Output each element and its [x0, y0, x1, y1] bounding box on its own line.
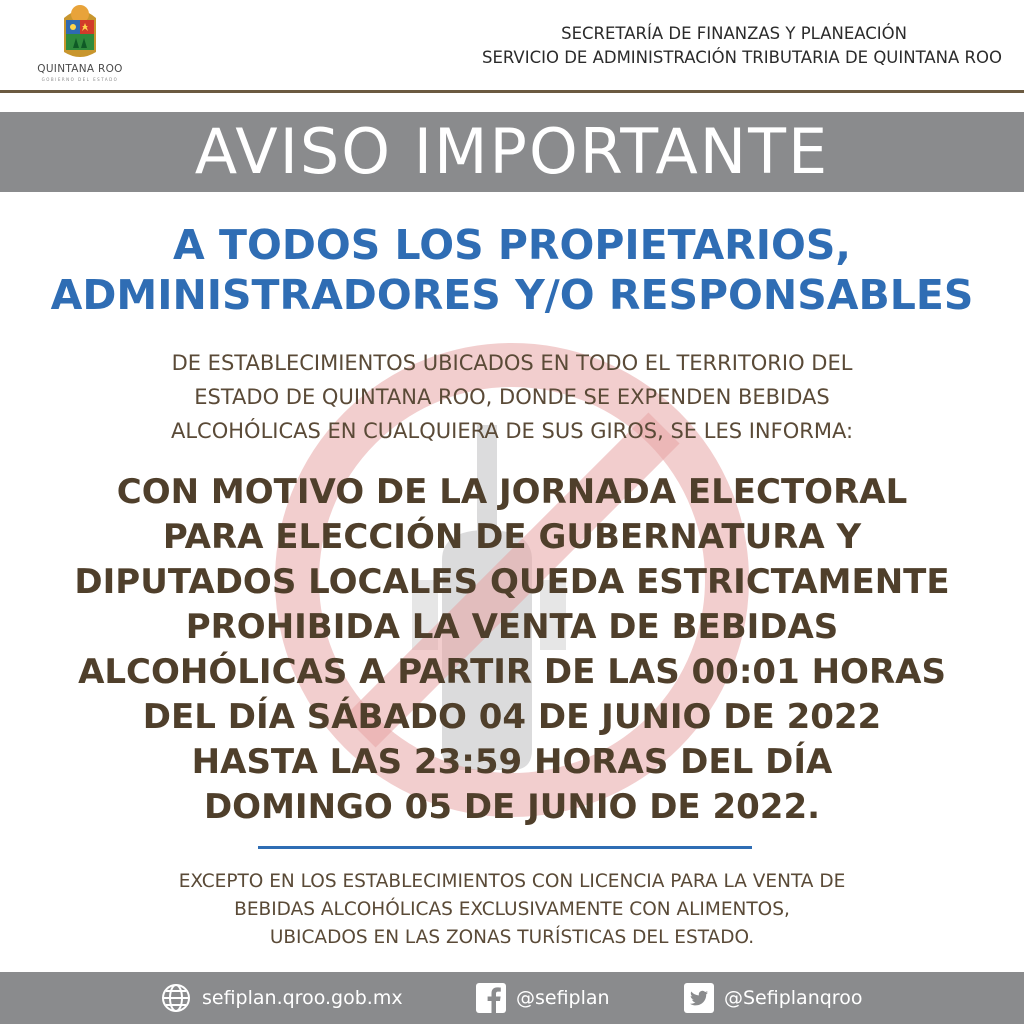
facebook-icon: [476, 983, 506, 1013]
website-link[interactable]: [160, 972, 403, 1024]
header-divider: [0, 90, 1024, 93]
exception-line-2: BEBIDAS ALCOHÓLICAS EXCLUSIVAMENTE CON ALIMENTOS,: [234, 899, 790, 920]
facebook-handle: @sefiplan: [516, 987, 610, 1009]
logo-name: QUINTANA ROO: [37, 63, 123, 75]
quintana-roo-logo: [30, 4, 130, 84]
banner-title: AVISO IMPORTANTE: [194, 115, 830, 188]
headline: [0, 220, 1024, 320]
agency-line-1: SECRETARÍA DE FINANZAS Y PLANEACIÓN: [561, 24, 907, 43]
website-label: sefiplan.qroo.gob.mx: [202, 987, 403, 1009]
exception-line-1: EXCEPTO EN LOS ESTABLECIMIENTOS CON LICENCIA PARA LA VENTA DE: [178, 871, 846, 892]
agency-line-2: SERVICIO DE ADMINISTRACIÓN TRIBUTARIA DE QUINTANA ROO: [481, 48, 1002, 67]
twitter-handle: @Sefiplanqroo: [724, 987, 863, 1009]
main-line-1: CON MOTIVO DE LA JORNADA ELECTORAL: [116, 472, 908, 512]
main-line-6: DEL DÍA SÁBADO 04 DE JUNIO DE 2022: [142, 697, 882, 737]
logo-subtitle: GOBIERNO DEL ESTADO: [41, 77, 119, 82]
intro-line-3: ALCOHÓLICAS EN CUALQUIERA DE SUS GIROS, SE LES INFORMA:: [170, 419, 854, 443]
main-line-3: DIPUTADOS LOCALES QUEDA ESTRICTAMENTE: [74, 562, 950, 602]
main-notice: [40, 470, 984, 830]
agency-name: [362, 22, 1002, 70]
twitter-link[interactable]: [684, 972, 862, 1024]
facebook-link[interactable]: [476, 972, 610, 1024]
headline-line-2: ADMINISTRADORES Y/O RESPONSABLES: [50, 271, 974, 319]
main-line-5: ALCOHÓLICAS A PARTIR DE LAS 00:01 HORAS: [78, 652, 946, 692]
twitter-icon: [684, 983, 714, 1013]
headline-line-1: A TODOS LOS PROPIETARIOS,: [173, 221, 851, 269]
exception-paragraph: [60, 868, 964, 952]
main-line-8: DOMINGO 05 DE JUNIO DE 2022.: [203, 787, 821, 827]
intro-paragraph: [60, 346, 964, 448]
globe-icon: [160, 982, 192, 1014]
footer: [0, 972, 1024, 1024]
intro-line-2: ESTADO DE QUINTANA ROO, DONDE SE EXPENDEN BEBIDAS: [194, 385, 830, 409]
section-divider: [258, 846, 752, 849]
header: [0, 0, 1024, 90]
coat-of-arms-icon: [30, 4, 130, 62]
intro-line-1: DE ESTABLECIMIENTOS UBICADOS EN TODO EL TERRITORIO DEL: [171, 351, 853, 375]
main-line-2: PARA ELECCIÓN DE GUBERNATURA Y: [162, 517, 862, 557]
main-line-7: HASTA LAS 23:59 HORAS DEL DÍA: [191, 742, 833, 782]
main-line-4: PROHIBIDA LA VENTA DE BEBIDAS: [185, 607, 839, 647]
exception-line-3: UBICADOS EN LAS ZONAS TURÍSTICAS DEL ESTADO.: [269, 927, 755, 948]
notice-banner: [0, 112, 1024, 192]
